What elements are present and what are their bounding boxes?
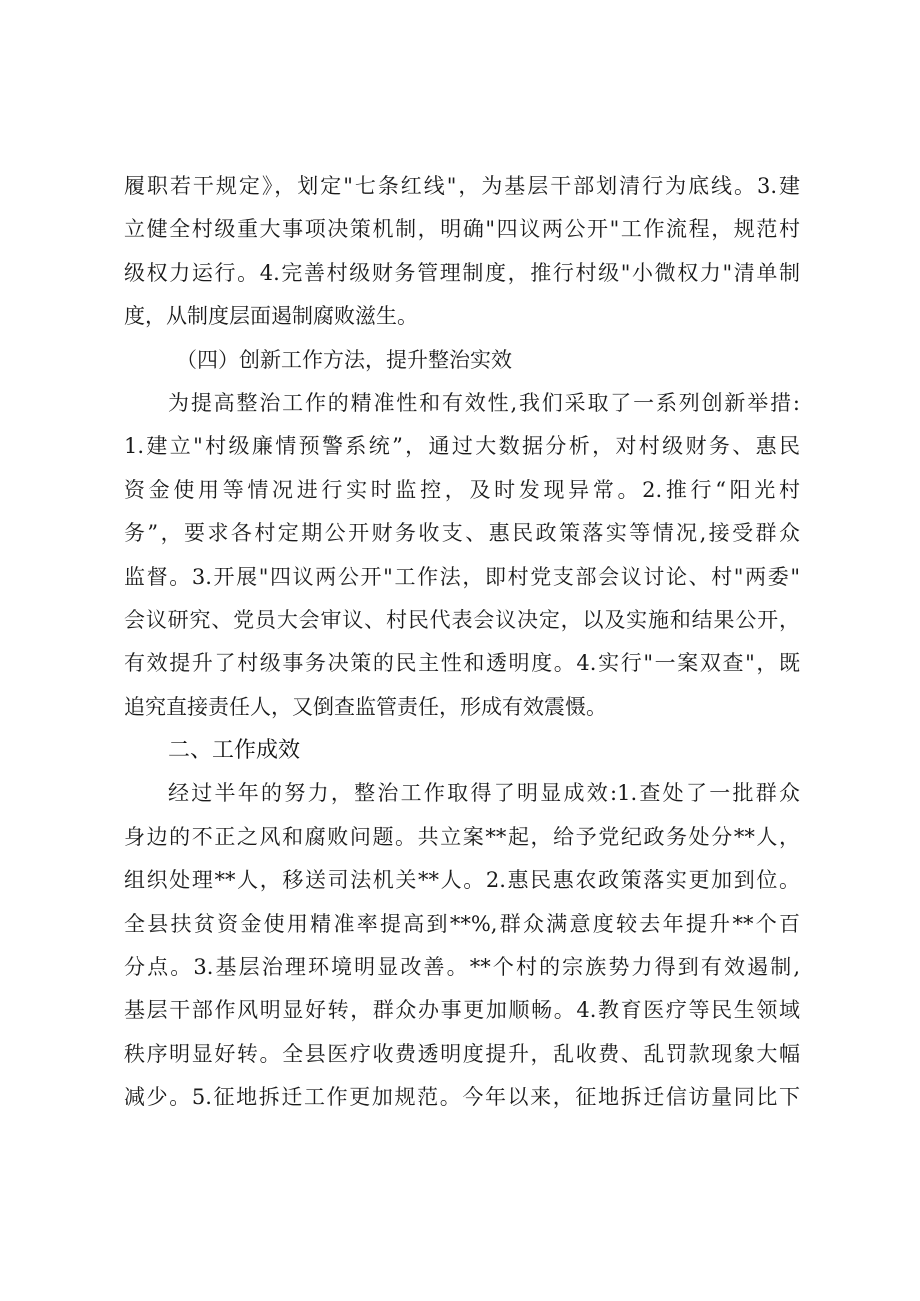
text-line: 监督。3.开展"四议两公开"工作法，即村党支部会议讨论、村"两委": [124, 564, 800, 589]
text-line: 为提高整治工作的精准性和有效性,我们采取了一系列创新举措:: [168, 390, 800, 415]
text-line: 全县扶贫资金使用精准率提高到**%,群众满意度较去年提升**个百: [124, 911, 800, 936]
text-line: 追究直接责任人，又倒查监管责任，形成有效震慑。: [124, 694, 607, 719]
section-heading-results: 二、工作成效: [168, 738, 301, 764]
text-line: 1.建立"村级廉情预警系统”，通过大数据分析，对村级财务、惠民: [124, 434, 800, 459]
text-line: 立健全村级重大事项决策机制，明确"四议两公开"工作流程，规范村: [124, 217, 800, 242]
text-line: 经过半年的努力，整治工作取得了明显成效:1.查处了一批群众: [168, 781, 800, 806]
paragraph-innovation: [124, 382, 800, 729]
paragraph-rules: [124, 165, 800, 339]
paragraph-results: [124, 772, 800, 1119]
subheading-innovate-methods: （四）创新工作方法，提升整治实效: [176, 347, 512, 372]
text-line: 有效提升了村级事务决策的民主性和透明度。4.实行"一案双查"，既: [124, 651, 800, 676]
text-line: 级权力运行。4.完善村级财务管理制度，推行村级"小微权力"清单制: [124, 260, 800, 285]
text-line: 履职若干规定》，划定"七条红线"，为基层干部划清行为底线。3.建: [124, 174, 800, 198]
text-line: 分点。3.基层治理环境明显改善。**个村的宗族势力得到有效遏制,: [124, 955, 800, 980]
text-line: 身边的不正之风和腐败问题。共立案**起，给予党纪政务处分**人，: [124, 824, 800, 849]
text-line: 度，从制度层面遏制腐败滋生。: [124, 304, 418, 329]
text-line: 基层干部作风明显好转，群众办事更加顺畅。4.教育医疗等民生领域: [124, 998, 800, 1023]
text-line: 组织处理**人，移送司法机关**人。2.惠民惠农政策落实更加到位。: [124, 868, 800, 893]
text-line: 减少。5.征地拆迁工作更加规范。今年以来，征地拆迁信访量同比下: [124, 1085, 800, 1110]
text-line: 务”，要求各村定期公开财务收支、惠民政策落实等情况,接受群众: [124, 521, 800, 546]
document-page: [124, 165, 800, 1120]
text-line: 资金使用等情况进行实时监控，及时发现异常。2.推行“阳光村: [124, 477, 800, 502]
text-line: 秩序明显好转。全县医疗收费透明度提升，乱收费、乱罚款现象大幅: [124, 1041, 800, 1066]
text-line: 会议研究、党员大会审议、村民代表会议决定，以及实施和结果公开，: [124, 607, 800, 632]
